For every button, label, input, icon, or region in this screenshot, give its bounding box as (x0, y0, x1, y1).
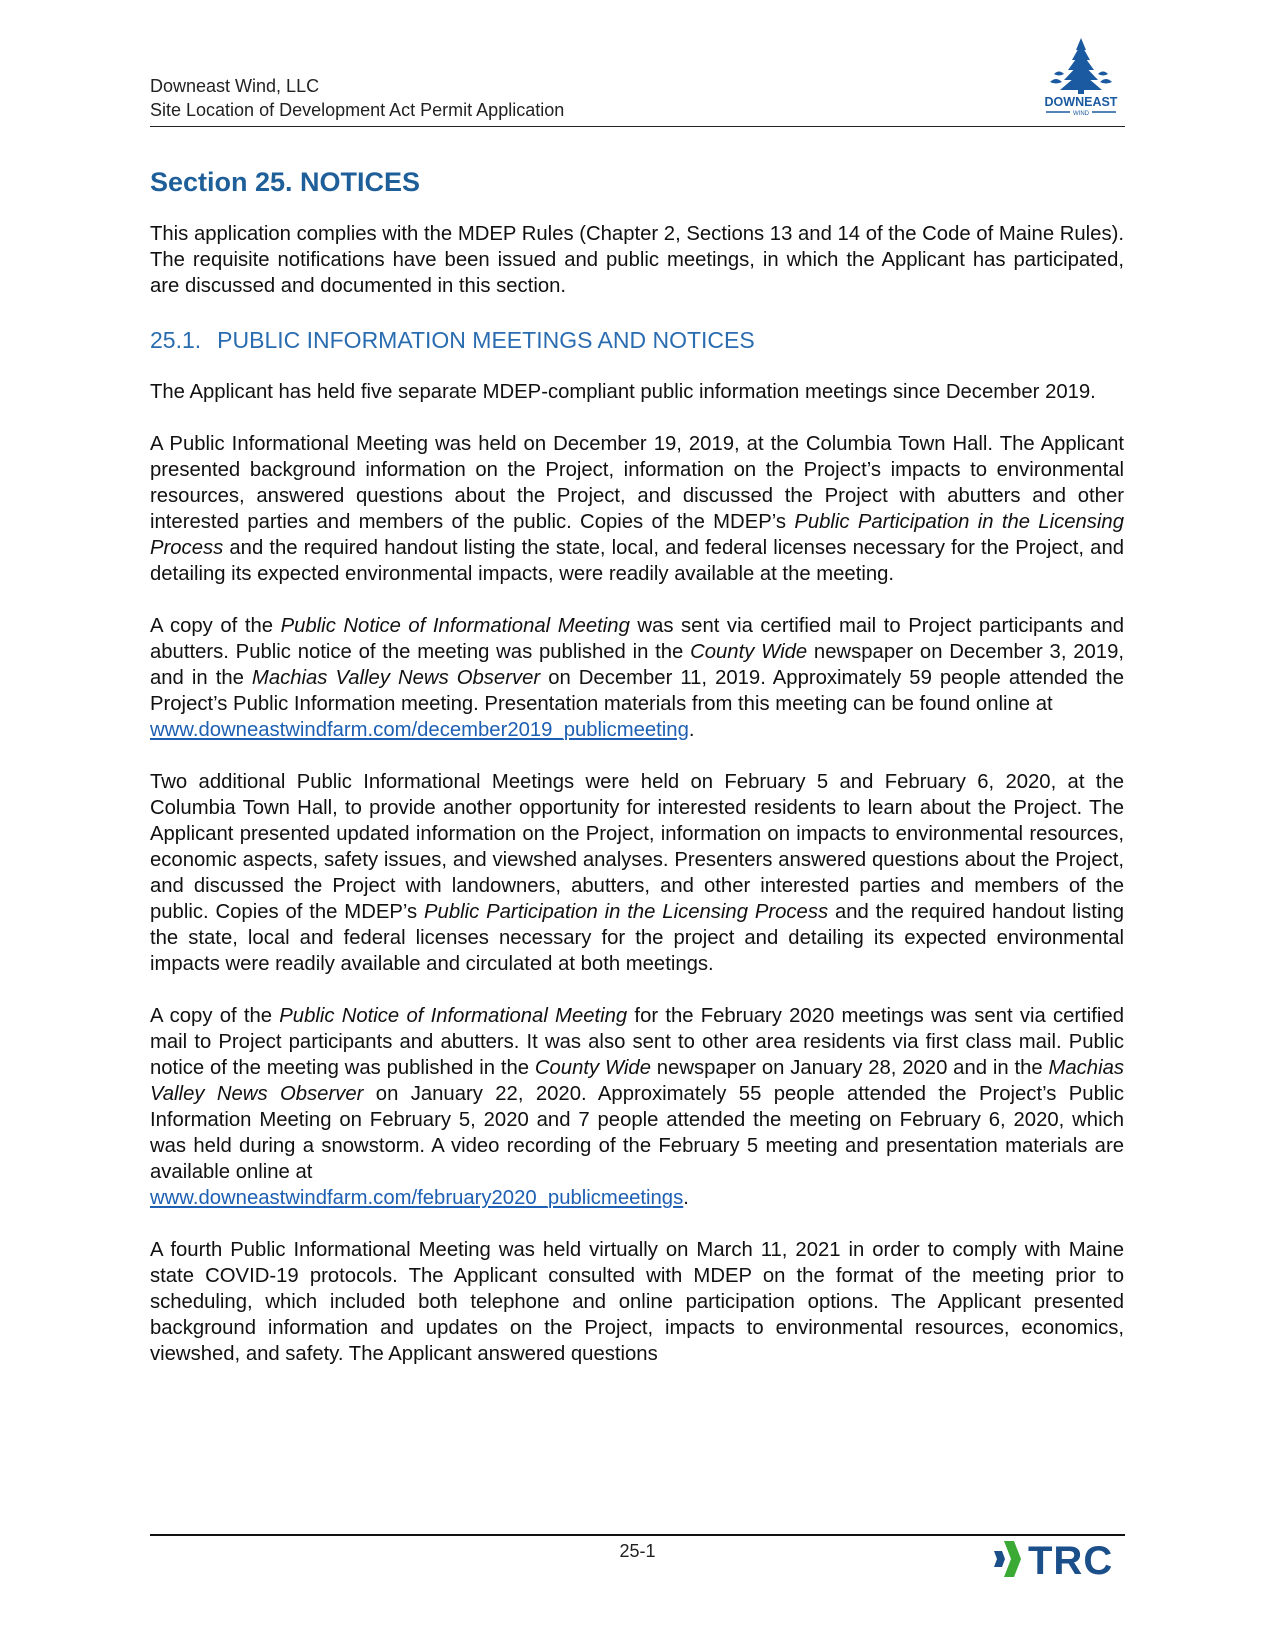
downeast-wind-logo (1040, 36, 1122, 120)
italic-title: Machias Valley News Observer (150, 1057, 1124, 1105)
italic-title: Machias Valley News Observer (251, 667, 541, 689)
text-run: . (683, 1187, 689, 1209)
trc-chevron-icon (1004, 1541, 1021, 1577)
trc-logo (990, 1537, 1126, 1581)
text-run: and the required handout listing the state, local and federal licenses necessary for the project and detailing its expected environmental impacts were readily available and circulated at both meetings. (150, 901, 1125, 975)
text-run: was sent via certified mail to Project participants and abutters. Public notice of the meeting was published in the (150, 615, 1124, 663)
trc-chevron-small-icon (994, 1551, 1005, 1567)
trc-logo-text: TRC (1028, 1539, 1114, 1581)
italic-title: Public Participation in the Licensing Process (424, 901, 829, 923)
text-run: newspaper on January 28, 2020 and in the (650, 1057, 1049, 1079)
subsection-title: PUBLIC INFORMATION MEETINGS AND NOTICES (217, 327, 755, 353)
subsection-number: 25.1. (150, 327, 202, 353)
december-meeting-link[interactable]: www.downeastwindfarm.com/december2019_publicmeeting (150, 719, 689, 741)
text-run: on January 22, 2020. Approximately 55 people attended the Project’s Public Information Meeting on February 5, 2020 and 7 people attended the meeting on February 6, 2020, which was held during a snowstorm. A video recording of the February 5 meeting and presentation materials are available online at (150, 1083, 1124, 1183)
logo-subtext: WIND (1073, 111, 1089, 117)
section-intro: This application complies with the MDEP Rules (Chapter 2, Sections 13 and 14 of the Code of Maine Rules). The requisite notifications have been issued and public meetings, in which the Applicant has participated, are discussed and documented in this section. (150, 223, 1124, 297)
italic-title: County Wide (690, 641, 808, 663)
text-run: . (688, 719, 695, 741)
paragraph-1: The Applicant has held five separate MDEP-compliant public information meetings since December 2019. (150, 381, 1096, 403)
paragraph-5 (150, 1003, 1124, 1211)
text-run: newspaper on December 3, 2019, and in the (150, 641, 1124, 689)
text-run: A Public Informational Meeting was held on December 19, 2019, at the Columbia Town Hall. The Applicant presented background information on the Project, information on the Project’s impacts to environmental resources, answered questions about the Project, and discussed the Project with abutters and other interested parties and members of the public. Copies of the MDEP’s (150, 433, 1124, 533)
text-run: and the required handout listing the state, local, and federal licenses necessary for the Project, and detailing its expected environmental impacts, were readily available at the meeting. (150, 537, 1124, 585)
header-document-title: Site Location of Development Act Permit Application (150, 100, 565, 120)
text-run: A copy of the (150, 1005, 280, 1027)
main-content (150, 165, 1124, 1393)
page-number: 25-1 (619, 1541, 656, 1561)
logo-text: DOWNEAST (1044, 95, 1118, 109)
italic-title: Public Notice of Informational Meeting (280, 615, 630, 637)
subsection-heading (150, 325, 1124, 355)
italic-title: County Wide (534, 1057, 651, 1079)
header-company: Downeast Wind, LLC (150, 76, 320, 96)
page-header (150, 74, 1125, 127)
paragraph-3 (150, 613, 1124, 743)
text-run: on December 11, 2019. Approximately 59 people attended the Project’s Public Information meeting. Presentation materials from this meeting can be found online at (150, 667, 1124, 715)
italic-title: Public Notice of Informational Meeting (279, 1005, 628, 1027)
paragraph-4 (150, 769, 1124, 977)
text-run: Two additional Public Informational Meetings were held on February 5 and February 6, 2020, at the Columbia Town Hall, to provide another opportunity for interested residents to learn about the Project. The Applicant presented updated information on the Project, information on impacts to environmental resources, economic aspects, safety issues, and viewshed analyses. Presenters answered questions about the Project, and discussed the Project with landowners, abutters, and other interested parties and members of the public. Copies of the MDEP’s (150, 771, 1124, 923)
february-meetings-link[interactable]: www.downeastwindfarm.com/february2020_publicmeetings (150, 1187, 684, 1209)
text-run: for the February 2020 meetings was sent via certified mail to Project participants and abutters. It was also sent to other area residents via first class mail. Public notice of the meeting was published in the (150, 1005, 1124, 1079)
footer-rule (150, 1534, 1125, 1536)
text-run: A copy of the (150, 615, 281, 637)
paragraph-6: A fourth Public Informational Meeting was held virtually on March 11, 2021 in order to comply with Maine state COVID-19 protocols. The Applicant consulted with MDEP on the format of the meeting prior to scheduling, which included both telephone and online participation options. The Applicant presented background information and updates on the Project, impacts to environmental resources, economics, viewshed, and safety. The Applicant answered questions (150, 1239, 1124, 1365)
section-title: Section 25. NOTICES (150, 167, 421, 197)
paragraph-2 (150, 431, 1124, 587)
italic-title: Public Participation in the Licensing Process (150, 511, 1124, 559)
